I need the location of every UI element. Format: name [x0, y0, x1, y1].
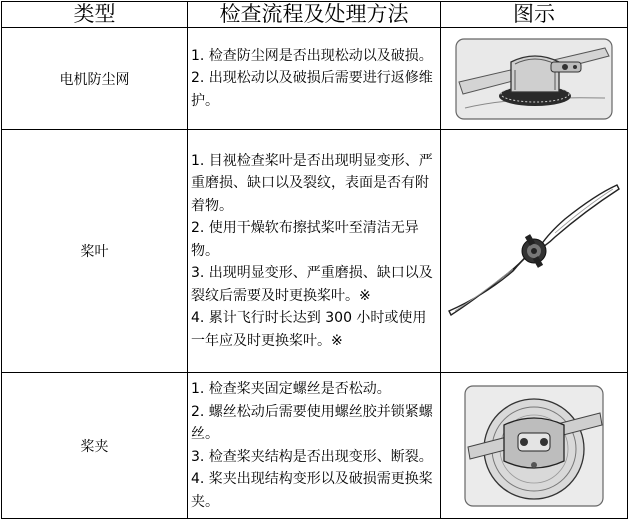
- table-row: [2, 28, 628, 130]
- step-item: 3. 检查桨夹结构是否出现变形、断裂。: [191, 448, 433, 465]
- step-item: 2. 螺丝松动后需要使用螺丝胶并锁紧螺丝。: [191, 403, 433, 442]
- header-row: [2, 2, 628, 28]
- row-steps-propeller: [188, 130, 441, 373]
- step-item: 1. 检查桨夹固定螺丝是否松动。: [191, 381, 391, 397]
- row-illustration-cell: [441, 373, 628, 519]
- row-steps-propeller-clamp: [188, 373, 441, 519]
- table-row: [2, 130, 628, 373]
- propeller-blade-icon: [445, 181, 623, 321]
- step-item: 4. 桨夹出现结构变形以及破损需更换桨夹。: [191, 471, 433, 510]
- header-illustration: 图示: [441, 2, 628, 28]
- maintenance-table: [1, 1, 628, 519]
- table-row: [2, 373, 628, 519]
- step-item: 1. 检查防尘网是否出现松动以及破损。: [191, 47, 433, 64]
- row-type-propeller-clamp: 桨夹: [2, 373, 188, 519]
- header-type: 类型: [2, 2, 188, 28]
- row-illustration-cell: [441, 130, 628, 373]
- row-type-motor-dust-screen: 电机防尘网: [2, 28, 188, 130]
- propeller-clamp-icon: [464, 385, 604, 507]
- step-item: 4. 累计飞行时长达到 300 小时或使用一年应及时更换桨叶。※: [191, 310, 427, 349]
- step-item: 1. 目视检查桨叶是否出现明显变形、严重磨损、缺口以及裂纹，表面是否有附着物。: [191, 152, 433, 214]
- step-item: 3. 出现明显变形、严重磨损、缺口以及裂纹后需要及时更换桨叶。※: [191, 265, 433, 304]
- header-procedure: 检查流程及处理方法: [188, 2, 441, 28]
- row-type-propeller: 桨叶: [2, 130, 188, 373]
- motor-dust-screen-icon: [455, 38, 613, 120]
- row-steps-motor-dust-screen: [188, 28, 441, 130]
- row-illustration-cell: [441, 28, 628, 130]
- step-item: 2. 出现松动以及破损后需要进行返修维护。: [191, 70, 433, 109]
- step-item: 2. 使用干燥软布擦拭桨叶至清洁无异物。: [191, 220, 419, 259]
